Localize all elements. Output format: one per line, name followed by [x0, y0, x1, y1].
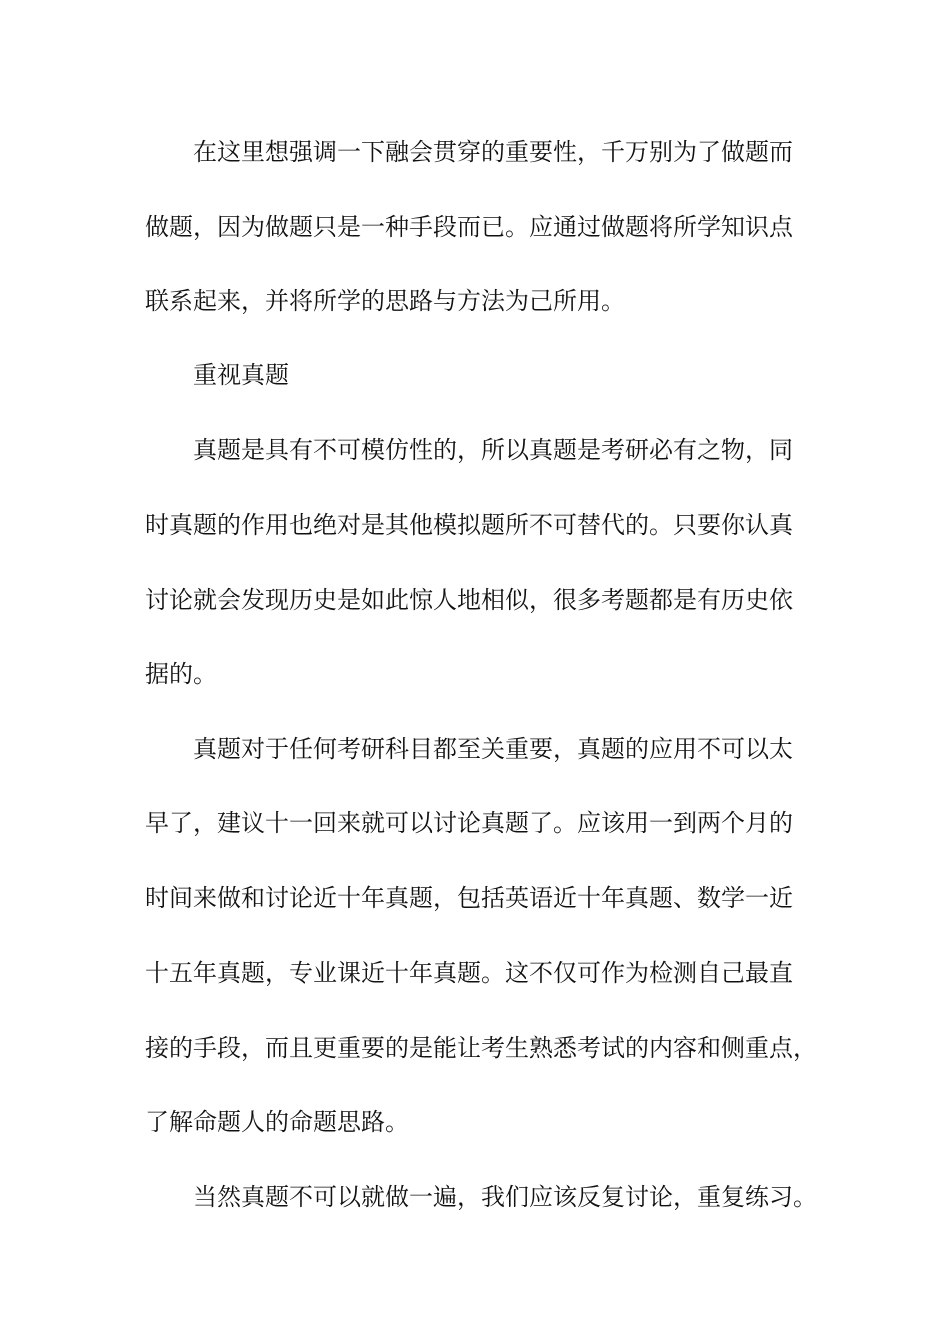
paragraph-3-line-4: 十五年真题，专业课近十年真题。这不仅可作为检测自己最直 — [145, 959, 793, 987]
paragraph-1-line-3: 联系起来，并将所学的思路与方法为己所用。 — [145, 287, 625, 315]
paragraph-2-line-2: 时真题的作用也绝对是其他模拟题所不可替代的。只要你认真 — [145, 511, 793, 539]
paragraph-3-line-3: 时间来做和讨论近十年真题，包括英语近十年真题、数学一近 — [145, 884, 793, 912]
paragraph-4-line-1: 当然真题不可以就做一遍，我们应该反复讨论，重复练习。 — [193, 1183, 817, 1211]
paragraph-3-line-2: 早了，建议十一回来就可以讨论真题了。应该用一到两个月的 — [145, 809, 793, 837]
paragraph-3-line-6: 了解命题人的命题思路。 — [145, 1108, 409, 1136]
paragraph-1-line-2: 做题，因为做题只是一种手段而已。应通过做题将所学知识点 — [145, 213, 793, 241]
paragraph-3-line-1: 真题对于任何考研科目都至关重要，真题的应用不可以太 — [193, 735, 793, 763]
paragraph-3-line-5: 接的手段，而且更重要的是能让考生熟悉考试的内容和侧重点， — [145, 1034, 817, 1062]
paragraph-2-line-3: 讨论就会发现历史是如此惊人地相似，很多考题都是有历史依 — [145, 586, 793, 614]
section-heading: 重视真题 — [193, 361, 289, 389]
paragraph-2-line-1: 真题是具有不可模仿性的，所以真题是考研必有之物，同 — [193, 436, 793, 464]
paragraph-1-line-1: 在这里想强调一下融会贯穿的重要性，千万别为了做题而 — [193, 138, 793, 166]
paragraph-2-line-4: 据的。 — [145, 660, 217, 688]
